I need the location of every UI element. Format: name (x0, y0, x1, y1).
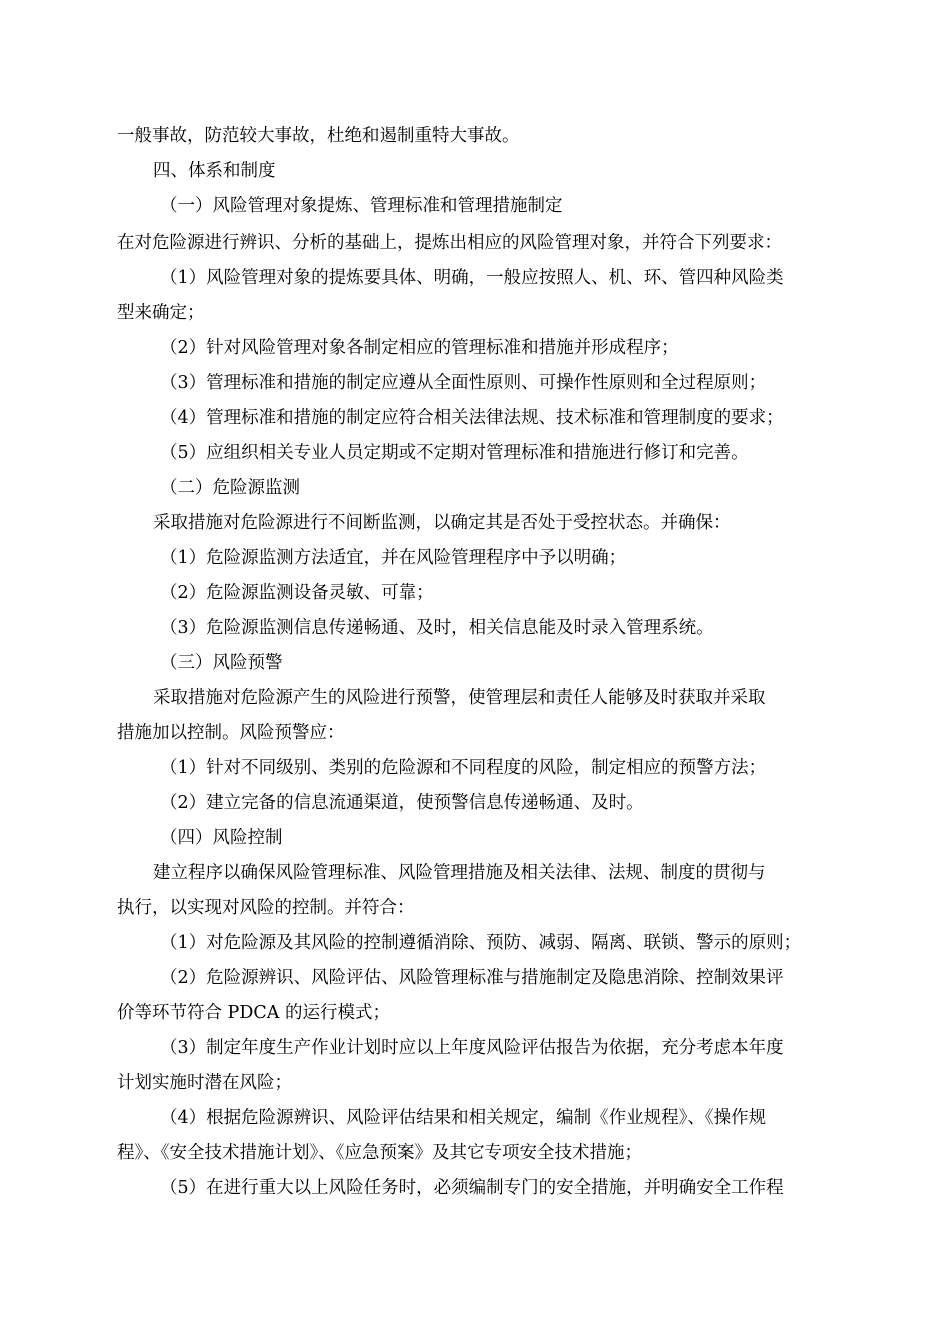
list-item: （2）危险源辨识、风险评估、风险管理标准与措施制定及隐患消除、控制效果评 (160, 968, 784, 988)
subsection-heading: （三）风险预警 (160, 653, 283, 673)
list-item: （4）管理标准和措施的制定应符合相关法律法规、技术标准和管理制度的要求； (160, 408, 784, 428)
subsection-heading: （一）风险管理对象提炼、管理标准和管理措施制定 (160, 196, 563, 216)
list-item: （5）在进行重大以上风险任务时，必须编制专门的安全措施，并明确安全工作程 (160, 1178, 784, 1198)
body-text-line: 采取措施对危险源进行不间断监测，以确定其是否处于受控状态。并确保： (153, 513, 731, 533)
list-item: （3）危险源监测信息传递畅通、及时，相关信息能及时录入管理系统。 (160, 618, 714, 638)
list-item: （2）针对风险管理对象各制定相应的管理标准和措施并形成程序； (160, 338, 679, 358)
list-item: （1）对危险源及其风险的控制遵循消除、预防、减弱、隔离、联锁、警示的原则； (160, 933, 802, 953)
list-item: （2）危险源监测设备灵敏、可靠； (160, 583, 434, 603)
section-heading: 四、体系和制度 (153, 161, 276, 181)
body-text-line: 型来确定； (117, 303, 205, 323)
body-text-line: 措施加以控制。风险预警应： (117, 723, 345, 743)
list-item: （4）根据危险源辨识、风险评估结果和相关规定，编制《作业规程》、《操作规 (160, 1108, 767, 1128)
list-item: （3）管理标准和措施的制定应遵从全面性原则、可操作性原则和全过程原则； (160, 373, 767, 393)
list-item: （5）应组织相关专业人员定期或不定期对管理标准和措施进行修订和完善。 (160, 443, 749, 463)
subsection-heading: （四）风险控制 (160, 828, 283, 848)
body-text-line: 执行，以实现对风险的控制。并符合： (117, 898, 415, 918)
body-text-line: 价等环节符合 PDCA 的运行模式； (117, 1003, 390, 1023)
body-text-line: 程》、《安全技术措施计划》、《应急预案》及其它专项安全技术措施； (117, 1143, 642, 1163)
list-item: （1）风险管理对象的提炼要具体、明确，一般应按照人、机、环、管四种风险类 (160, 268, 784, 288)
body-text-line: 在对危险源进行辨识、分析的基础上，提炼出相应的风险管理对象，并符合下列要求： (117, 233, 782, 253)
list-item: （3）制定年度生产作业计划时应以上年度风险评估报告为依据，充分考虑本年度 (160, 1038, 784, 1058)
list-item: （2）建立完备的信息流通渠道，使预警信息传递畅通、及时。 (160, 793, 644, 813)
list-item: （1）危险源监测方法适宜，并在风险管理程序中予以明确； (160, 548, 627, 568)
body-text-line: 计划实施时潜在风险； (117, 1073, 292, 1093)
body-text-line: 采取措施对危险源产生的风险进行预警，使管理层和责任人能够及时获取并采取 (153, 688, 766, 708)
body-text-line: 一般事故，防范较大事故，杜绝和遏制重特大事故。 (117, 126, 520, 146)
body-text-line: 建立程序以确保风险管理标准、风险管理措施及相关法律、法规、制度的贯彻与 (153, 863, 766, 883)
subsection-heading: （二）危险源监测 (160, 478, 300, 498)
list-item: （1）针对不同级别、类别的危险源和不同程度的风险，制定相应的预警方法； (160, 758, 767, 778)
